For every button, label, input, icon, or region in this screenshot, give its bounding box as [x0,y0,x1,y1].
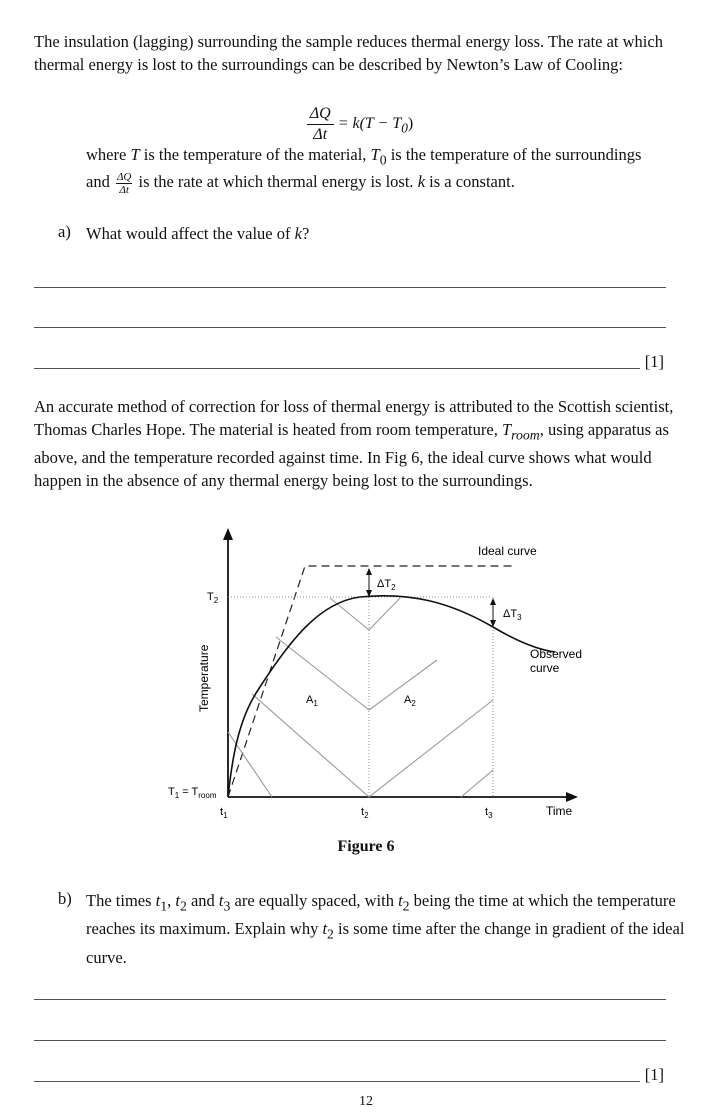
question-symbol: t [398,891,403,910]
y-axis-arrow [223,528,233,540]
where-line-2 [86,170,696,196]
question-text: What would affect the value of [86,224,295,243]
equation-fraction [307,104,334,145]
dt2-arrow-head-up [366,568,372,575]
observed-curve [228,596,555,797]
hope-method-paragraph [34,395,694,492]
question-text: ? [301,224,310,243]
answer-line-a2[interactable] [34,327,666,328]
figure-6-diagram [0,520,720,830]
paragraph-subscript: room [511,427,540,443]
question-b-text [86,889,686,969]
inline-fraction-den: Δt [119,183,129,196]
question-text: , [167,891,176,910]
inline-fraction-num: ΔQ [116,170,132,183]
paragraph-text: , using apparatus as above, and the temperature recorded against time. In Fig 6, the ideal curve shows what would happen in the absence of any thermal energy being lost to the surroundings. [34,420,669,491]
answer-line-a3[interactable] [34,368,640,369]
question-text: The times [86,891,156,910]
ideal-curve-label: Ideal curve [478,544,537,558]
construction-lines [228,598,493,797]
dt3-arrow-head-up [490,598,496,605]
equation-rhs-end: ) [407,115,414,133]
equation-denominator: Δt [313,126,328,143]
page-number: 12 [359,1094,373,1109]
where-text: where [86,145,131,164]
question-subscript: 2 [402,898,410,914]
where-text: is the rate at which thermal energy is lost. [134,172,418,191]
answer-line-b3[interactable] [34,1081,640,1082]
area-a1-label: $A_1$ [306,694,318,708]
question-subscript: 2 [327,926,334,942]
paragraph-symbol: T [501,420,512,439]
delta-t2-label: $\Delta T_2$ [377,578,396,592]
where-symbol: T [370,145,380,164]
figure-caption: Figure 6 [337,838,395,855]
question-a-text [86,222,686,245]
question-symbol: t [175,891,180,910]
tick-t2-label: $t_2$ [361,806,369,820]
question-symbol: t [155,891,161,910]
intro-paragraph: The insulation (lagging) surrounding the sample reduces thermal energy loss. The rate at which thermal energy is lost to the surroundings can be described by Newton’s Law of Cooling: [34,32,663,74]
question-symbol: t [218,891,224,910]
y-axis-label: Temperature [197,644,211,712]
question-text: and [186,891,219,910]
question-symbol: k [294,224,302,243]
t1-troom-label: $T_1 = T_{room}$ [168,786,217,800]
question-b-mark: [1] [644,1065,664,1084]
where-text: is the temperature of the material, [139,145,371,164]
question-a-label: a) [58,222,71,241]
observed-curve-label-1: Observed [530,647,583,661]
question-b-label: b) [58,889,72,908]
ideal-curve [228,566,512,797]
area-a2-label: $A_2$ [404,694,416,708]
answer-line-b2[interactable] [34,1040,666,1041]
question-text: being the time at which the temperature reaches its maximum. Explain why [86,891,676,939]
x-axis-label: Time [546,804,573,818]
t2-label: $T_2$ [207,591,219,605]
where-text: and [86,172,114,191]
where-symbol: k [417,172,426,191]
question-a-mark: [1] [644,352,664,371]
equation-rhs-sub: 0 [401,120,408,136]
question-text: are equally spaced, with [230,891,399,910]
where-line-1 [86,143,696,171]
question-subscript: 3 [223,898,231,914]
question-text: is some time after the change in gradient of the ideal curve. [86,919,685,967]
paragraph-text: An accurate method of correction for loss of thermal energy is attributed to the Scottish scientist, Thomas Charles Hope. The material is heated from room temperature, [34,397,674,439]
tick-t1-label: $t_1$ [220,806,228,820]
inline-fraction [116,171,132,196]
answer-line-b1[interactable] [34,999,666,1000]
question-subscript: 1 [160,898,168,914]
observed-curve-label-2: curve [530,661,560,675]
question-symbol: t [322,919,328,939]
tick-t3-label: $t_3$ [485,806,493,820]
where-subscript: 0 [379,152,387,168]
equation-rhs: = k(T − T [337,115,402,133]
delta-t3-label: $\Delta T_3$ [503,608,522,622]
where-symbol: T [130,145,140,164]
question-subscript: 2 [179,898,187,914]
where-text: is the temperature of the surroundings [386,145,642,164]
answer-line-a1[interactable] [34,287,666,288]
x-axis-arrow [566,792,578,802]
where-text: is a constant. [425,172,515,191]
newtons-law-equation [0,104,720,145]
equation-numerator: ΔQ [307,104,334,125]
